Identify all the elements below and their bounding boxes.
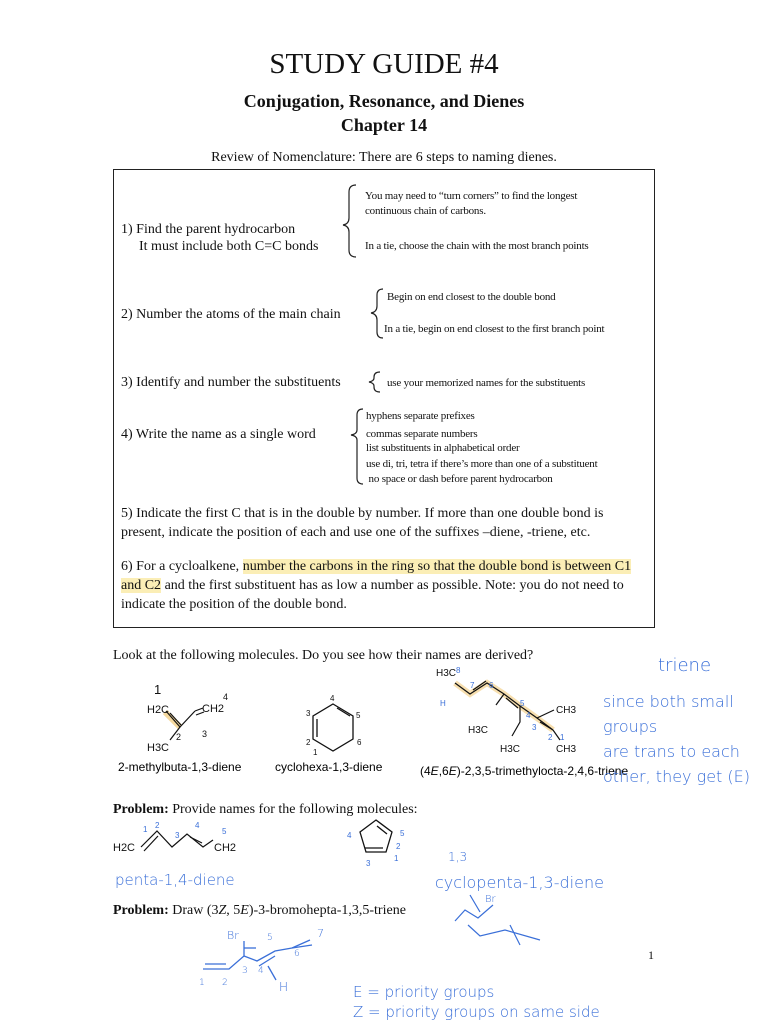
molecule-cyclohexa-1-3-diene xyxy=(306,694,362,757)
step-1-note: In a tie, choose the chain with the most branch points xyxy=(365,240,589,252)
m1-num: 1 xyxy=(154,682,162,697)
draw-num: 7 xyxy=(317,927,324,940)
step-4-note: hyphens separate prefixes xyxy=(366,410,475,422)
label-br-small: Br xyxy=(485,894,496,905)
p1-num: 2 xyxy=(155,821,160,830)
m3-atom: H3C xyxy=(468,725,489,736)
svg-text:1: 1 xyxy=(560,733,565,742)
svg-text:5: 5 xyxy=(520,699,525,708)
p1-num: 5 xyxy=(222,827,227,836)
handwritten-drawing-small xyxy=(455,895,540,945)
z-definition: Z = priority groups on same side xyxy=(353,1003,600,1021)
answer-penta-diene: penta-1,4-diene xyxy=(115,871,235,889)
problem-molecule-cyclopentadiene xyxy=(347,820,405,868)
p1b-num: 4 xyxy=(347,831,352,840)
step-4-note: no space or dash before parent hydrocarbon xyxy=(366,473,553,485)
step-1-subtitle: It must include both C=C bonds xyxy=(139,239,319,254)
m2-num: 5 xyxy=(356,711,361,720)
molecule-trimethylocta-triene xyxy=(436,668,576,755)
e-definition: E = priority groups xyxy=(353,983,495,1001)
p1b-num: 2 xyxy=(396,842,401,851)
label-br: Br xyxy=(227,929,239,942)
p1-num: 3 xyxy=(175,831,180,840)
m2-name: cyclohexa-1,3-diene xyxy=(275,760,383,774)
draw-num: 3 xyxy=(242,966,248,976)
handwritten-triene: triene xyxy=(658,655,712,676)
step-6-text: 6) For a cycloalkene, number the carbons in the ring so that the double bond is between C1 and C2 and the first substituent has as low a number as possible. Note: you do not need to indicate the position of the double bond. xyxy=(121,559,632,612)
m2-num: 4 xyxy=(330,694,335,703)
svg-text:3: 3 xyxy=(532,723,537,732)
draw-h: H xyxy=(279,980,289,994)
step-4-title: 4) Write the name as a single word xyxy=(121,427,316,442)
review-heading: Review of Nomenclature: There are 6 steps to naming dienes. xyxy=(211,150,557,165)
draw-num: 2 xyxy=(222,978,228,988)
draw-num: 1 xyxy=(199,978,205,988)
m2-num: 3 xyxy=(306,709,311,718)
m1-name: 2-methylbuta-1,3-diene xyxy=(118,760,242,774)
m2-num: 2 xyxy=(306,738,311,747)
step-3-title: 3) Identify and number the substituents xyxy=(121,375,341,390)
draw-num: 5 xyxy=(267,933,273,943)
m2-num: 6 xyxy=(357,738,362,747)
step-4-note: list substituents in alphabetical order xyxy=(366,442,520,454)
svg-text:8: 8 xyxy=(456,666,461,675)
m3-name: (4E,6E)-2,3,5-trimethylocta-2,4,6-triene xyxy=(420,764,629,778)
p1b-num: 3 xyxy=(366,859,371,868)
m1-num: 4 xyxy=(223,692,229,702)
m3-atom: H3C xyxy=(436,668,457,679)
svg-text:4: 4 xyxy=(526,711,531,720)
m1-atom: H3C xyxy=(147,742,170,754)
m3-atom: CH3 xyxy=(556,705,577,716)
problem-1: Problem: Provide names for the following molecules: xyxy=(113,802,418,817)
page-number: 1 xyxy=(648,948,654,962)
chapter-label: Chapter 14 xyxy=(340,115,428,135)
answer-nums: 1,3 xyxy=(448,850,468,864)
page-title: STUDY GUIDE #4 xyxy=(269,48,499,80)
m3-h-label: H xyxy=(440,699,446,708)
handwritten-note: since both small groups are trans to each other, they get (E) xyxy=(603,692,751,786)
p1-num: 1 xyxy=(143,825,148,834)
p1-atom: CH2 xyxy=(214,842,237,854)
p1-atom: H2C xyxy=(113,842,136,854)
step-2-note: Begin on end closest to the double bond xyxy=(387,291,556,303)
step-3-note: use your memorized names for the substituents xyxy=(387,377,586,389)
step-4-note: use di, tri, tetra if there’s more than one of a substituent xyxy=(366,458,598,470)
problem-2: Problem: Draw (3Z, 5E)-3-bromohepta-1,3,5-triene xyxy=(113,903,406,918)
p1b-num: 1 xyxy=(394,854,399,863)
molecule-2-methylbuta-1-3-diene xyxy=(147,682,228,754)
draw-num: 6 xyxy=(294,949,300,959)
m1-atom: H2C xyxy=(147,704,170,716)
step-2-title: 2) Number the atoms of the main chain xyxy=(121,307,341,322)
examples-intro: Look at the following molecules. Do you see how their names are derived? xyxy=(113,648,534,663)
svg-text:7: 7 xyxy=(470,681,475,690)
step-5-text: 5) Indicate the first C that is in the double by number. If more than one double bond is present, indicate the position of each and use one of the suffixes –diene, -triene, etc. xyxy=(121,506,604,540)
m1-atom: CH2 xyxy=(202,703,225,715)
step-2-note: In a tie, begin on end closest to the first branch point xyxy=(384,323,605,335)
step-4-note: commas separate numbers xyxy=(366,428,478,440)
p1b-num: 5 xyxy=(400,829,405,838)
m1-num: 2 xyxy=(176,732,182,742)
page-subtitle: Conjugation, Resonance, and Dienes xyxy=(243,91,525,111)
m3-numbering xyxy=(440,666,565,742)
svg-text:6: 6 xyxy=(489,681,494,690)
problem-molecule-penta-1-4-diene xyxy=(113,821,236,854)
answer-cyclopenta-diene: cyclopenta-1,3-diene xyxy=(435,873,604,892)
svg-text:2: 2 xyxy=(548,733,553,742)
highlighted-rule: number the carbons in the ring so that the double bond is between C1 and C2 xyxy=(121,559,632,593)
step-1-note: continuous chain of carbons. xyxy=(365,205,486,217)
m1-num: 3 xyxy=(202,729,208,739)
m2-num: 1 xyxy=(313,748,318,757)
m3-atom: H3C xyxy=(500,744,521,755)
step-1-title: 1) Find the parent hydrocarbon xyxy=(121,222,296,237)
m3-atom: CH3 xyxy=(556,744,577,755)
p1-num: 4 xyxy=(195,821,200,830)
step-1-note: You may need to “turn corners” to find the longest xyxy=(365,190,578,202)
draw-num: 4 xyxy=(258,966,264,976)
